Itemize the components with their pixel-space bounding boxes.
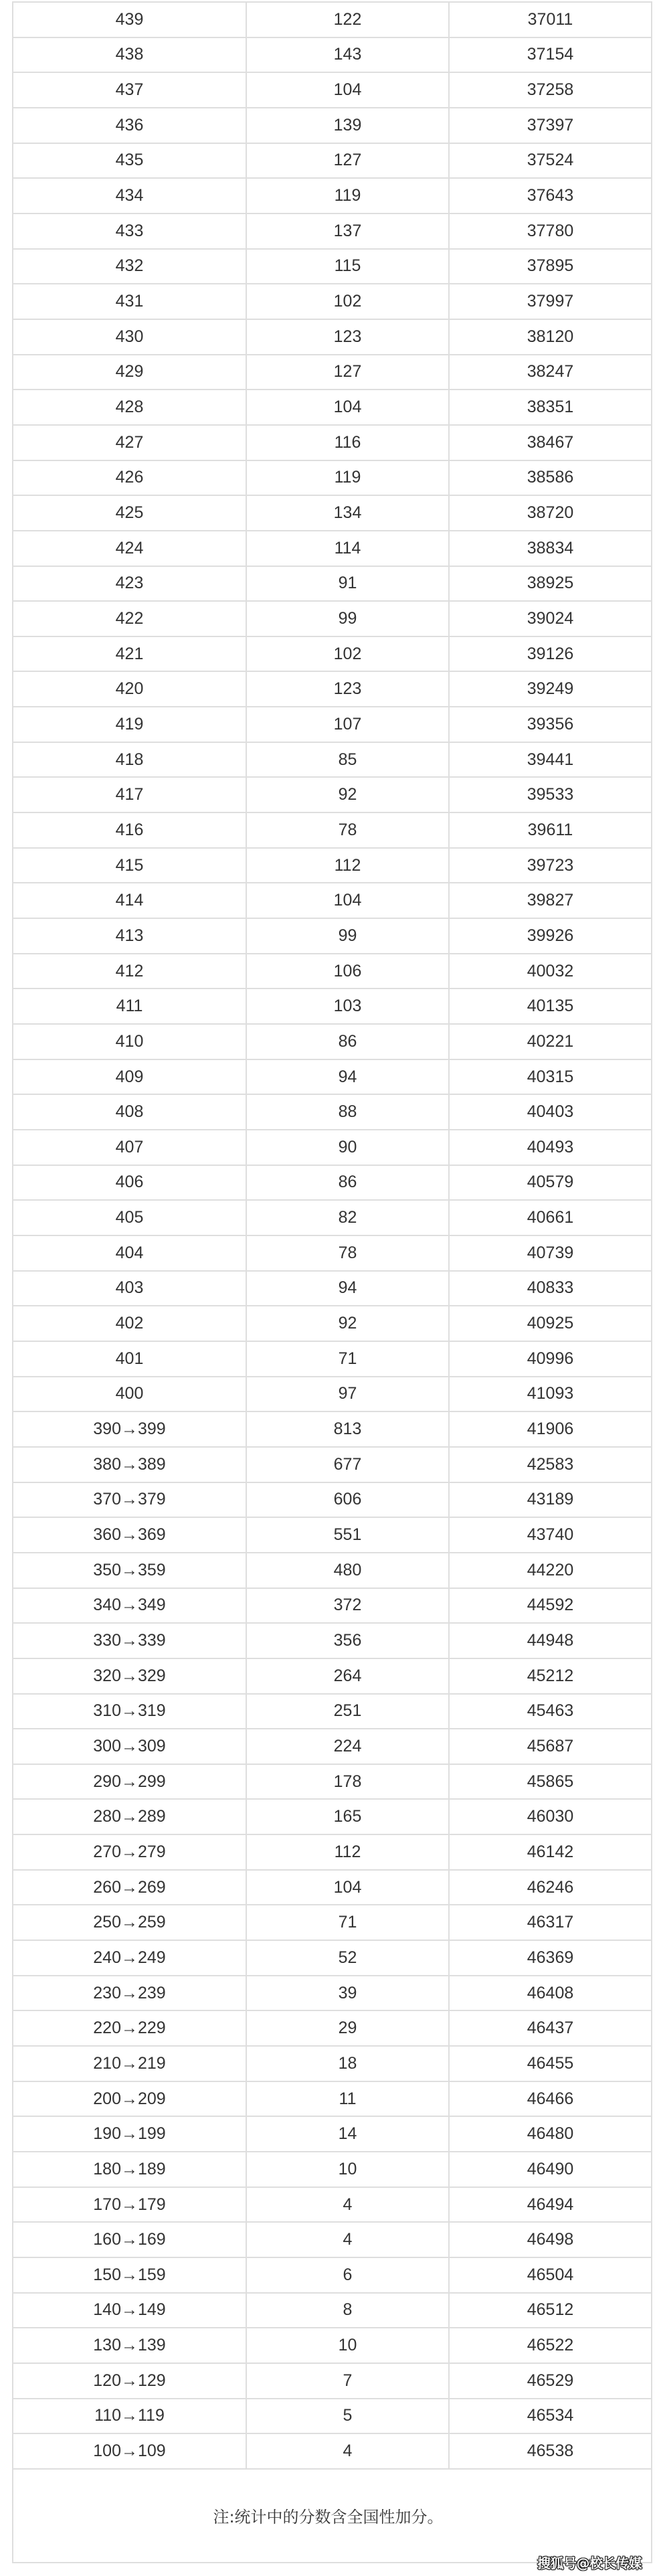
- table-row: [13, 743, 651, 778]
- table-row: [13, 1659, 651, 1695]
- score-cell: 417: [13, 778, 247, 812]
- table-row: [13, 2082, 651, 2118]
- cumulative-count-cell: 46437: [527, 2019, 574, 2038]
- table-row: [13, 320, 651, 355]
- score-cell: 424: [13, 531, 247, 566]
- count-cell: 123: [247, 672, 450, 706]
- score-cell: 160→169: [13, 2223, 247, 2257]
- table-row: [13, 2328, 651, 2364]
- cumulative-count-cell: 46522: [527, 2336, 574, 2355]
- count-cell: 137: [247, 214, 450, 248]
- table-row: [13, 1483, 651, 1519]
- cumulative-count-cell: 38586: [527, 468, 574, 487]
- table-row: [13, 1130, 651, 1166]
- score-cell: 406: [13, 1166, 247, 1200]
- score-cell: 310→319: [13, 1695, 247, 1729]
- table-row: [13, 1589, 651, 1624]
- count-cell: 143: [247, 38, 450, 72]
- cumulative-count-cell: 38351: [527, 398, 574, 417]
- count-cell: 104: [247, 390, 450, 424]
- score-cell: 100→109: [13, 2434, 247, 2468]
- cumulative-count-cell: 44592: [527, 1596, 574, 1615]
- cumulative-count-cell: 46538: [527, 2441, 574, 2461]
- score-cell: 403: [13, 1272, 247, 1306]
- score-cell: 423: [13, 567, 247, 601]
- score-cell: 434: [13, 179, 247, 213]
- score-cell: 433: [13, 214, 247, 248]
- cumulative-count-cell: 46494: [527, 2195, 574, 2214]
- table-row: [13, 883, 651, 919]
- score-cell: 300→309: [13, 1729, 247, 1764]
- cumulative-count-cell: 45865: [527, 1772, 574, 1791]
- count-cell: 18: [247, 2047, 450, 2081]
- cumulative-count-cell: 37643: [527, 186, 574, 205]
- score-cell: 280→289: [13, 1800, 247, 1834]
- count-cell: 102: [247, 284, 450, 319]
- count-cell: 94: [247, 1272, 450, 1306]
- score-cell: 428: [13, 390, 247, 424]
- table-row: [13, 179, 651, 214]
- table-row: [13, 672, 651, 707]
- cumulative-count-cell: 38720: [527, 503, 574, 523]
- score-cell: 410: [13, 1025, 247, 1059]
- table-row: [13, 1412, 651, 1448]
- cumulative-count-cell: 37895: [527, 256, 574, 276]
- cumulative-count-cell: 40315: [527, 1067, 574, 1086]
- score-cell: 429: [13, 355, 247, 390]
- count-cell: 251: [247, 1695, 450, 1729]
- score-cell: 380→389: [13, 1448, 247, 1482]
- cumulative-count-cell: 40032: [527, 961, 574, 980]
- count-cell: 104: [247, 73, 450, 107]
- score-cell: 420: [13, 672, 247, 706]
- count-cell: 92: [247, 1306, 450, 1341]
- cumulative-count-cell: 46504: [527, 2265, 574, 2284]
- table-row: [13, 1060, 651, 1096]
- cumulative-count-cell: 37524: [527, 151, 574, 170]
- count-cell: 99: [247, 919, 450, 953]
- score-cell: 130→139: [13, 2328, 247, 2363]
- count-cell: 7: [247, 2364, 450, 2398]
- count-cell: 122: [247, 3, 450, 37]
- score-cell: 411: [13, 989, 247, 1023]
- table-row: [13, 1729, 651, 1765]
- score-cell: 120→129: [13, 2364, 247, 2398]
- cumulative-count-cell: 40403: [527, 1102, 574, 1122]
- count-cell: 139: [247, 108, 450, 143]
- count-cell: 115: [247, 250, 450, 284]
- table-row: [13, 1272, 651, 1307]
- count-cell: 91: [247, 567, 450, 601]
- table-row: [13, 2434, 651, 2470]
- cumulative-count-cell: 39533: [527, 785, 574, 804]
- score-cell: 290→299: [13, 1765, 247, 1799]
- table-row: [13, 989, 651, 1025]
- table-row: [13, 1553, 651, 1589]
- table-row: [13, 1941, 651, 1976]
- count-cell: 134: [247, 496, 450, 530]
- table-row: [13, 73, 651, 108]
- cumulative-count-cell: 46534: [527, 2406, 574, 2425]
- score-cell: 404: [13, 1236, 247, 1270]
- score-cell: 421: [13, 637, 247, 671]
- cumulative-count-cell: 39126: [527, 644, 574, 663]
- score-cell: 110→119: [13, 2399, 247, 2433]
- table-row: [13, 2047, 651, 2082]
- score-cell: 414: [13, 883, 247, 918]
- cumulative-count-cell: 42583: [527, 1454, 574, 1474]
- cumulative-count-cell: 46369: [527, 1948, 574, 1967]
- table-row: [13, 2152, 651, 2188]
- cumulative-count-cell: 38467: [527, 432, 574, 452]
- count-cell: 102: [247, 637, 450, 671]
- table-row: [13, 2294, 651, 2329]
- count-cell: 86: [247, 1166, 450, 1200]
- score-cell: 426: [13, 461, 247, 495]
- cumulative-count-cell: 39024: [527, 608, 574, 628]
- score-cell: 412: [13, 954, 247, 989]
- table-row: [13, 355, 651, 391]
- count-cell: 104: [247, 883, 450, 918]
- table-row: [13, 954, 651, 990]
- count-cell: 88: [247, 1095, 450, 1129]
- cumulative-count-cell: 40135: [527, 997, 574, 1016]
- table-row: [13, 1976, 651, 2012]
- count-cell: 4: [247, 2434, 450, 2468]
- count-cell: 82: [247, 1201, 450, 1235]
- cumulative-count-cell: 46480: [527, 2124, 574, 2144]
- count-cell: 356: [247, 1624, 450, 1658]
- score-cell: 435: [13, 144, 247, 178]
- table-row: [13, 1800, 651, 1835]
- score-cell: 200→209: [13, 2082, 247, 2116]
- count-cell: 372: [247, 1589, 450, 1623]
- table-row: [13, 567, 651, 602]
- table-row: [13, 108, 651, 144]
- cumulative-count-cell: 40996: [527, 1349, 574, 1368]
- cumulative-count-cell: 46466: [527, 2089, 574, 2108]
- table-row: [13, 38, 651, 74]
- table-row: [13, 3, 651, 38]
- score-cell: 400: [13, 1377, 247, 1411]
- table-row: [13, 1342, 651, 1377]
- cumulative-count-cell: 38120: [527, 327, 574, 346]
- score-cell: 330→339: [13, 1624, 247, 1658]
- table-row: [13, 849, 651, 884]
- table-row: [13, 778, 651, 813]
- count-cell: 29: [247, 2011, 450, 2045]
- cumulative-count-cell: 46529: [527, 2371, 574, 2390]
- cumulative-count-cell: 37011: [527, 9, 573, 29]
- cumulative-count-cell: 44220: [527, 1560, 574, 1579]
- count-cell: 112: [247, 849, 450, 883]
- score-cell: 340→349: [13, 1589, 247, 1623]
- table-row: [13, 602, 651, 637]
- score-cell: 405: [13, 1201, 247, 1235]
- count-cell: 104: [247, 1871, 450, 1905]
- table-row: [13, 461, 651, 497]
- score-cell: 170→179: [13, 2188, 247, 2222]
- cumulative-count-cell: 38925: [527, 574, 574, 593]
- count-cell: 6: [247, 2258, 450, 2292]
- count-cell: 813: [247, 1412, 450, 1446]
- table-row: [13, 390, 651, 426]
- table-row: [13, 2399, 651, 2435]
- cumulative-count-cell: 43740: [527, 1525, 574, 1545]
- score-cell: 413: [13, 919, 247, 953]
- cumulative-count-cell: 39611: [527, 820, 573, 839]
- count-cell: 127: [247, 355, 450, 390]
- score-cell: 418: [13, 743, 247, 777]
- cumulative-count-cell: 40739: [527, 1243, 574, 1262]
- cumulative-count-cell: 38247: [527, 362, 574, 381]
- count-cell: 4: [247, 2223, 450, 2257]
- table-row: [13, 1835, 651, 1871]
- cumulative-count-cell: 40579: [527, 1173, 574, 1192]
- count-cell: 224: [247, 1729, 450, 1764]
- table-row: [13, 284, 651, 320]
- count-cell: 116: [247, 426, 450, 460]
- cumulative-count-cell: 46498: [527, 2230, 574, 2249]
- count-cell: 97: [247, 1377, 450, 1411]
- table-row: [13, 1695, 651, 1730]
- table-row: [13, 214, 651, 250]
- cumulative-count-cell: 46142: [527, 1842, 574, 1861]
- count-cell: 127: [247, 144, 450, 178]
- table-row: [13, 1201, 651, 1236]
- cumulative-count-cell: 39926: [527, 926, 574, 945]
- cumulative-count-cell: 41906: [527, 1420, 574, 1439]
- cumulative-count-cell: 37154: [527, 45, 574, 64]
- score-cell: 360→369: [13, 1518, 247, 1552]
- table-row: [13, 707, 651, 743]
- score-cell: 250→259: [13, 1905, 247, 1940]
- count-cell: 71: [247, 1342, 450, 1376]
- count-cell: 551: [247, 1518, 450, 1552]
- table-row: [13, 2011, 651, 2047]
- score-cell: 390→399: [13, 1412, 247, 1446]
- table-row: [13, 2223, 651, 2258]
- table-row: [13, 2258, 651, 2294]
- score-cell: 150→159: [13, 2258, 247, 2292]
- cumulative-count-cell: 39441: [527, 750, 574, 769]
- score-cell: 180→189: [13, 2152, 247, 2186]
- count-cell: 78: [247, 1236, 450, 1270]
- score-cell: 431: [13, 284, 247, 319]
- count-cell: 90: [247, 1130, 450, 1165]
- table-row: [13, 2188, 651, 2223]
- count-cell: 677: [247, 1448, 450, 1482]
- table-row: [13, 1236, 651, 1272]
- table-row: [13, 1518, 651, 1553]
- score-cell: 407: [13, 1130, 247, 1165]
- score-cell: 416: [13, 813, 247, 847]
- cumulative-count-cell: 37780: [527, 221, 574, 240]
- cumulative-count-cell: 45212: [527, 1666, 574, 1685]
- cumulative-count-cell: 44948: [527, 1631, 574, 1650]
- score-cell: 437: [13, 73, 247, 107]
- count-cell: 99: [247, 602, 450, 636]
- score-cell: 230→239: [13, 1976, 247, 2010]
- cumulative-count-cell: 38834: [527, 538, 574, 557]
- count-cell: 39: [247, 1976, 450, 2010]
- count-cell: 264: [247, 1659, 450, 1693]
- score-cell: 210→219: [13, 2047, 247, 2081]
- score-cell: 370→379: [13, 1483, 247, 1517]
- cumulative-count-cell: 45463: [527, 1701, 574, 1721]
- cumulative-count-cell: 43189: [527, 1490, 574, 1509]
- count-cell: 11: [247, 2082, 450, 2116]
- cumulative-count-cell: 39249: [527, 679, 574, 699]
- score-cell: 438: [13, 38, 247, 72]
- count-cell: 106: [247, 954, 450, 989]
- count-cell: 480: [247, 1553, 450, 1587]
- table-row: [13, 1765, 651, 1800]
- table-row: [13, 1166, 651, 1201]
- count-cell: 52: [247, 1941, 450, 1975]
- table-row: [13, 1905, 651, 1941]
- score-cell: 320→329: [13, 1659, 247, 1693]
- table-row: [13, 2117, 651, 2152]
- count-cell: 94: [247, 1060, 450, 1094]
- cumulative-count-cell: 39827: [527, 891, 574, 910]
- count-cell: 606: [247, 1483, 450, 1517]
- count-cell: 107: [247, 707, 450, 742]
- cumulative-count-cell: 40833: [527, 1278, 574, 1298]
- score-cell: 419: [13, 707, 247, 742]
- cumulative-count-cell: 40925: [527, 1314, 574, 1333]
- score-cell: 190→199: [13, 2117, 247, 2151]
- table-row: [13, 250, 651, 285]
- count-cell: 114: [247, 531, 450, 566]
- cumulative-count-cell: 41093: [527, 1384, 574, 1403]
- cumulative-count-cell: 46455: [527, 2053, 574, 2073]
- score-cell: 425: [13, 496, 247, 530]
- score-cell: 436: [13, 108, 247, 143]
- table-row: [13, 144, 651, 179]
- table-row: [13, 637, 651, 673]
- score-cell: 240→249: [13, 1941, 247, 1975]
- cumulative-count-cell: 40493: [527, 1137, 574, 1156]
- count-cell: 112: [247, 1835, 450, 1869]
- table-row: [13, 1871, 651, 1906]
- cumulative-count-cell: 46408: [527, 1983, 574, 2002]
- cumulative-count-cell: 37258: [527, 80, 574, 100]
- score-cell: 260→269: [13, 1871, 247, 1905]
- cumulative-count-cell: 46490: [527, 2159, 574, 2178]
- score-cell: 409: [13, 1060, 247, 1094]
- table-row: [13, 426, 651, 461]
- count-cell: 10: [247, 2328, 450, 2363]
- count-cell: 165: [247, 1800, 450, 1834]
- count-cell: 92: [247, 778, 450, 812]
- count-cell: 8: [247, 2294, 450, 2328]
- table-row: [13, 2364, 651, 2399]
- cumulative-count-cell: 46512: [527, 2300, 574, 2320]
- count-cell: 71: [247, 1905, 450, 1940]
- score-distribution-table: [12, 1, 652, 2563]
- watermark: 搜狐号@校长传媒: [537, 2555, 642, 2571]
- table-note: 注:统计中的分数含全国性加分。: [13, 2470, 651, 2563]
- count-cell: 5: [247, 2399, 450, 2433]
- table-row: [13, 496, 651, 531]
- cumulative-count-cell: 46030: [527, 1807, 574, 1826]
- score-cell: 140→149: [13, 2294, 247, 2328]
- table-row: [13, 1377, 651, 1413]
- count-cell: 14: [247, 2117, 450, 2151]
- score-cell: 430: [13, 320, 247, 354]
- count-cell: 119: [247, 461, 450, 495]
- cumulative-count-cell: 37397: [527, 115, 574, 135]
- count-cell: 119: [247, 179, 450, 213]
- cumulative-count-cell: 46317: [527, 1913, 574, 1932]
- table-row: [13, 1095, 651, 1130]
- table-row: [13, 1624, 651, 1659]
- cumulative-count-cell: 37997: [527, 292, 574, 311]
- count-cell: 86: [247, 1025, 450, 1059]
- score-cell: 427: [13, 426, 247, 460]
- table-row: [13, 813, 651, 849]
- table-row: [13, 1025, 651, 1060]
- cumulative-count-cell: 39723: [527, 855, 574, 875]
- score-cell: 408: [13, 1095, 247, 1129]
- score-cell: 439: [13, 3, 247, 37]
- cumulative-count-cell: 46246: [527, 1877, 574, 1897]
- score-cell: 422: [13, 602, 247, 636]
- cumulative-count-cell: 40661: [527, 1208, 574, 1227]
- count-cell: 4: [247, 2188, 450, 2222]
- score-cell: 220→229: [13, 2011, 247, 2045]
- score-cell: 270→279: [13, 1835, 247, 1869]
- score-cell: 350→359: [13, 1553, 247, 1587]
- score-cell: 401: [13, 1342, 247, 1376]
- count-cell: 78: [247, 813, 450, 847]
- count-cell: 85: [247, 743, 450, 777]
- count-cell: 103: [247, 989, 450, 1023]
- score-cell: 415: [13, 849, 247, 883]
- table-row: [13, 531, 651, 567]
- table-row: [13, 1306, 651, 1342]
- table-row: [13, 1448, 651, 1483]
- cumulative-count-cell: 45687: [527, 1736, 574, 1755]
- score-cell: 402: [13, 1306, 247, 1341]
- score-cell: 432: [13, 250, 247, 284]
- count-cell: 123: [247, 320, 450, 354]
- cumulative-count-cell: 40221: [527, 1031, 574, 1051]
- cumulative-count-cell: 39356: [527, 714, 574, 734]
- count-cell: 178: [247, 1765, 450, 1799]
- count-cell: 10: [247, 2152, 450, 2186]
- table-row: [13, 919, 651, 954]
